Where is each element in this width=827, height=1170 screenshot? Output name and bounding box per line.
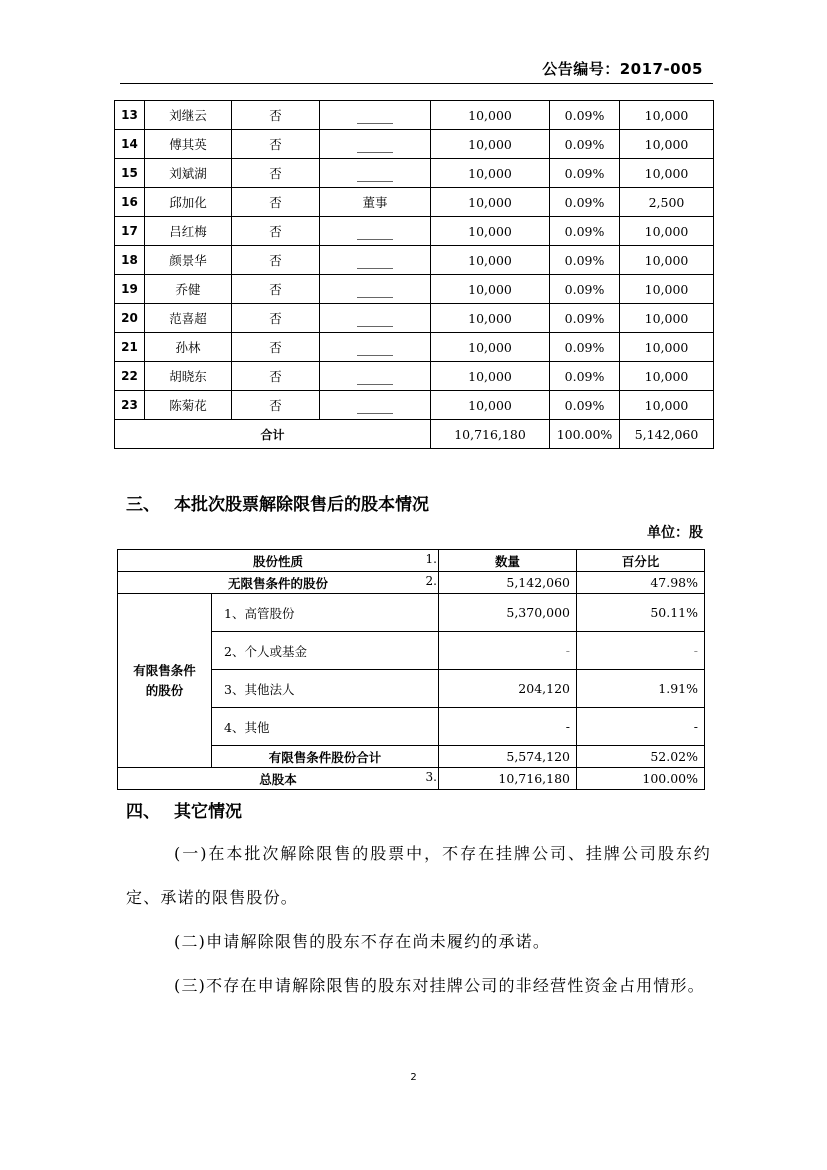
blank-line xyxy=(357,239,393,240)
note-mark-3: 3. xyxy=(425,770,437,784)
page-number: 2 xyxy=(410,1072,417,1083)
holder-name: 孙林 xyxy=(145,333,232,362)
holder-flag: 否 xyxy=(232,246,320,275)
holders-total-ratio: 100.00% xyxy=(550,420,620,449)
paragraph-3-text: (三)不存在申请解除限售的股东对挂牌公司的非经营性资金占用情形。 xyxy=(174,976,705,995)
holder-flag: 否 xyxy=(232,391,320,420)
holder-row xyxy=(115,130,714,159)
holder-held-shares: 10,000 xyxy=(431,159,550,188)
unrestricted-label-cell xyxy=(118,572,439,594)
section-3-heading xyxy=(126,490,429,515)
holder-held-shares: 10,000 xyxy=(431,275,550,304)
section-3-title: 本批次股票解除限售后的股本情况 xyxy=(174,495,429,515)
holders-total-held: 10,716,180 xyxy=(431,420,550,449)
holder-row xyxy=(115,188,714,217)
paragraph-1-text: (一)在本批次解除限售的股票中，不存在挂牌公司、挂牌公司股东约定、承诺的限售股份。 xyxy=(126,844,711,907)
restricted-item-label: 3、其他法人 xyxy=(212,670,439,708)
holder-row xyxy=(115,391,714,420)
capital-header-percent: 百分比 xyxy=(577,550,705,572)
note-mark-1: 1. xyxy=(425,552,437,566)
holder-name: 傅其英 xyxy=(145,130,232,159)
blank-line xyxy=(357,413,393,414)
restricted-item-quantity: 204,120 xyxy=(439,670,577,708)
holder-ratio: 0.09% xyxy=(550,362,620,391)
unrestricted-row xyxy=(118,572,705,594)
unrestricted-quantity: 5,142,060 xyxy=(439,572,577,594)
holder-name: 陈菊花 xyxy=(145,391,232,420)
unrestricted-label: 无限售条件的股份 xyxy=(227,575,328,591)
holder-flag: 否 xyxy=(232,275,320,304)
holder-number: 18 xyxy=(115,246,145,275)
holder-position xyxy=(320,391,431,420)
holder-name: 范喜超 xyxy=(145,304,232,333)
holder-release-shares: 10,000 xyxy=(620,101,714,130)
holder-release-shares: 10,000 xyxy=(620,159,714,188)
holder-row xyxy=(115,101,714,130)
paragraph-2-text: (二)申请解除限售的股东不存在尚未履约的承诺。 xyxy=(174,932,551,951)
holder-release-shares: 10,000 xyxy=(620,217,714,246)
restricted-item-quantity: - xyxy=(439,632,577,670)
paragraph-3 xyxy=(126,964,711,1008)
holder-number: 15 xyxy=(115,159,145,188)
holder-number: 20 xyxy=(115,304,145,333)
holder-number: 14 xyxy=(115,130,145,159)
holders-table xyxy=(114,100,714,449)
note-mark-2: 2. xyxy=(425,574,437,588)
holder-name: 胡晓东 xyxy=(145,362,232,391)
holder-ratio: 0.09% xyxy=(550,159,620,188)
holder-ratio: 0.09% xyxy=(550,130,620,159)
blank-line xyxy=(357,152,393,153)
holder-held-shares: 10,000 xyxy=(431,246,550,275)
holder-ratio: 0.09% xyxy=(550,246,620,275)
restricted-total-percent: 52.02% xyxy=(577,746,705,768)
total-capital-row xyxy=(118,768,705,790)
holder-held-shares: 10,000 xyxy=(431,188,550,217)
restricted-item-percent: 1.91% xyxy=(577,670,705,708)
holder-position xyxy=(320,246,431,275)
section-4-title: 其它情况 xyxy=(174,802,242,822)
holder-ratio: 0.09% xyxy=(550,333,620,362)
holder-name: 颜景华 xyxy=(145,246,232,275)
section-4-number: 四、 xyxy=(126,802,160,822)
holder-held-shares: 10,000 xyxy=(431,130,550,159)
holder-number: 16 xyxy=(115,188,145,217)
holder-row xyxy=(115,362,714,391)
restricted-item-quantity: 5,370,000 xyxy=(439,594,577,632)
holder-held-shares: 10,000 xyxy=(431,391,550,420)
announcement-number: 公告编号：2017-005 xyxy=(542,60,703,78)
capital-header-row xyxy=(118,550,705,572)
restricted-total-quantity: 5,574,120 xyxy=(439,746,577,768)
holder-row xyxy=(115,333,714,362)
holder-number: 23 xyxy=(115,391,145,420)
holder-flag: 否 xyxy=(232,362,320,391)
blank-line xyxy=(357,181,393,182)
unrestricted-percent: 47.98% xyxy=(577,572,705,594)
holder-name: 邱加化 xyxy=(145,188,232,217)
restricted-row-1 xyxy=(118,594,705,632)
holder-flag: 否 xyxy=(232,159,320,188)
unit-label: 单位：股 xyxy=(647,525,703,541)
holder-name: 刘斌湖 xyxy=(145,159,232,188)
holder-position xyxy=(320,304,431,333)
blank-line xyxy=(357,384,393,385)
holder-release-shares: 10,000 xyxy=(620,333,714,362)
holder-position xyxy=(320,217,431,246)
holder-position: 董事 xyxy=(320,188,431,217)
holder-release-shares: 10,000 xyxy=(620,130,714,159)
holder-row xyxy=(115,217,714,246)
holder-release-shares: 10,000 xyxy=(620,391,714,420)
header-rule xyxy=(120,83,713,84)
total-capital-label: 总股本 xyxy=(259,771,297,787)
total-capital-quantity: 10,716,180 xyxy=(439,768,577,790)
restricted-total-label: 有限售条件股份合计 xyxy=(212,746,439,768)
holder-position xyxy=(320,101,431,130)
holder-release-shares: 10,000 xyxy=(620,304,714,333)
holder-position xyxy=(320,362,431,391)
holder-ratio: 0.09% xyxy=(550,391,620,420)
holder-held-shares: 10,000 xyxy=(431,304,550,333)
total-capital-label-cell xyxy=(118,768,439,790)
holders-total-row xyxy=(115,420,714,449)
restricted-item-label: 1、高管股份 xyxy=(212,594,439,632)
holder-row xyxy=(115,159,714,188)
holder-release-shares: 10,000 xyxy=(620,246,714,275)
blank-line xyxy=(357,268,393,269)
blank-line xyxy=(357,297,393,298)
holder-row xyxy=(115,304,714,333)
holder-number: 22 xyxy=(115,362,145,391)
holder-row xyxy=(115,246,714,275)
holder-ratio: 0.09% xyxy=(550,217,620,246)
restricted-item-quantity: - xyxy=(439,708,577,746)
section-4-heading xyxy=(126,797,242,822)
holder-number: 19 xyxy=(115,275,145,304)
section-3-number: 三、 xyxy=(126,495,160,515)
holder-position xyxy=(320,333,431,362)
holder-position xyxy=(320,130,431,159)
restricted-item-percent: - xyxy=(577,708,705,746)
holder-number: 13 xyxy=(115,101,145,130)
holder-number: 21 xyxy=(115,333,145,362)
holder-flag: 否 xyxy=(232,217,320,246)
holder-ratio: 0.09% xyxy=(550,304,620,333)
holder-release-shares: 10,000 xyxy=(620,275,714,304)
holder-position xyxy=(320,159,431,188)
restricted-group-label: 有限售条件的股份 xyxy=(118,594,212,768)
capital-header-nature-label: 股份性质 xyxy=(252,553,303,569)
capital-table xyxy=(117,549,705,790)
holder-held-shares: 10,000 xyxy=(431,333,550,362)
paragraph-1 xyxy=(126,832,711,920)
restricted-item-percent: - xyxy=(577,632,705,670)
total-capital-percent: 100.00% xyxy=(577,768,705,790)
capital-header-nature xyxy=(118,550,439,572)
restricted-item-label: 2、个人或基金 xyxy=(212,632,439,670)
capital-header-quantity: 数量 xyxy=(439,550,577,572)
holder-flag: 否 xyxy=(232,130,320,159)
holder-flag: 否 xyxy=(232,304,320,333)
restricted-item-percent: 50.11% xyxy=(577,594,705,632)
holder-row xyxy=(115,275,714,304)
blank-line xyxy=(357,123,393,124)
holder-flag: 否 xyxy=(232,333,320,362)
holder-name: 吕红梅 xyxy=(145,217,232,246)
blank-line xyxy=(357,355,393,356)
holder-held-shares: 10,000 xyxy=(431,362,550,391)
holder-release-shares: 10,000 xyxy=(620,362,714,391)
holder-name: 乔健 xyxy=(145,275,232,304)
holder-held-shares: 10,000 xyxy=(431,101,550,130)
holder-flag: 否 xyxy=(232,188,320,217)
holder-position xyxy=(320,275,431,304)
holder-held-shares: 10,000 xyxy=(431,217,550,246)
blank-line xyxy=(357,326,393,327)
holder-flag: 否 xyxy=(232,101,320,130)
holder-release-shares: 2,500 xyxy=(620,188,714,217)
holders-total-release: 5,142,060 xyxy=(620,420,714,449)
holder-ratio: 0.09% xyxy=(550,275,620,304)
holder-ratio: 0.09% xyxy=(550,188,620,217)
holder-number: 17 xyxy=(115,217,145,246)
paragraph-2 xyxy=(126,920,711,964)
holder-name: 刘继云 xyxy=(145,101,232,130)
holders-total-label: 合计 xyxy=(115,420,431,449)
holder-ratio: 0.09% xyxy=(550,101,620,130)
restricted-item-label: 4、其他 xyxy=(212,708,439,746)
